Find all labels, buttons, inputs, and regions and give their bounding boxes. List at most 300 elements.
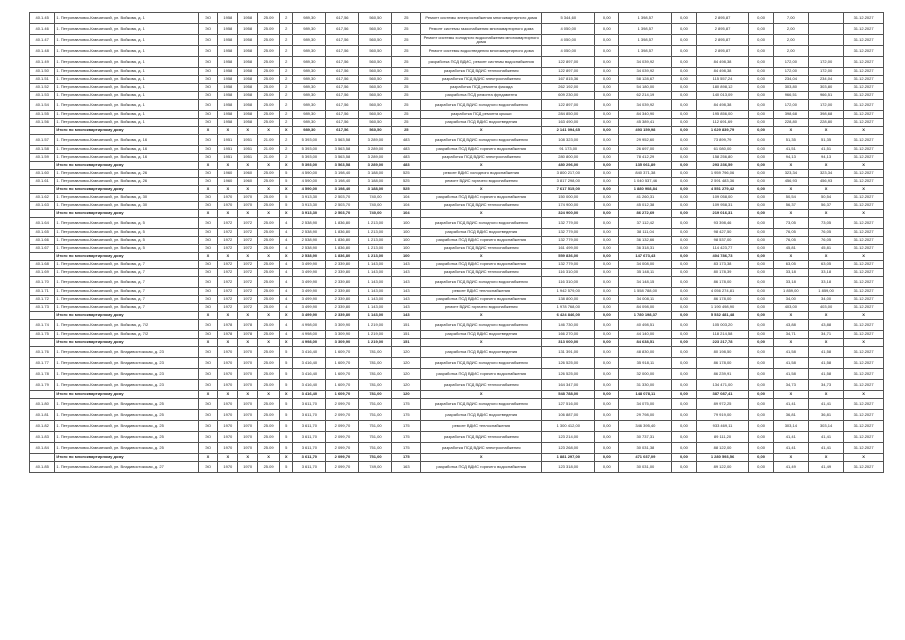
table-row	[30, 218, 884, 229]
cell-year-commissioned: X	[238, 391, 258, 399]
cell-unit-cost: 403,00	[773, 304, 808, 312]
cell-cost-owners: 89 111,20	[696, 432, 749, 443]
cell-cost-owners: 2 895,87	[696, 24, 749, 35]
cell-cost-other: 0,00	[749, 57, 773, 68]
cell-living-area: 3 563,58	[326, 135, 359, 146]
cell-cost-total: 122 897,00	[542, 100, 595, 111]
cell-nonliving-area: 1 213,00	[359, 237, 392, 245]
cell-living-area: 617,56	[326, 35, 359, 46]
cell-year-commissioned: 1958	[238, 13, 258, 24]
cell-residents: 483	[392, 162, 421, 170]
cell-deadline: 31.12.2027	[844, 202, 884, 210]
cell-cost-owners: 114 423,77	[696, 245, 749, 253]
cell-work-type: разработка ПСД ВДИС теплоснабжения	[421, 269, 542, 277]
cell-cost-other: 0,00	[749, 68, 773, 76]
cell-cost-total: 122 897,00	[542, 57, 595, 68]
table-body	[30, 13, 884, 473]
cell-cost-municipal: 0,00	[672, 57, 696, 68]
cell-row-number: 40.1.83	[30, 432, 55, 443]
cell-living-area: 2 339,80	[326, 269, 359, 277]
cell-year-built: 1972	[218, 229, 238, 237]
cell-year-built: 1958	[218, 76, 238, 84]
cell-residents: 175	[392, 421, 421, 432]
cell-work-type: разработка ПСД ВДИС водоотведения	[421, 229, 542, 237]
cell-max-unit-cost: 966,51	[808, 92, 843, 100]
cell-year-commissioned: 1972	[238, 288, 258, 296]
cell-cost-total: 3 817 298,00	[542, 178, 595, 186]
cell-cost-regional: 346 395,40	[619, 421, 672, 432]
cell-cost-owners: 140 013,09	[696, 92, 749, 100]
cell-cost-regional: 84 638,51	[619, 339, 672, 347]
cell-work-type: X	[421, 391, 542, 399]
cell-cost-total: 127 516,00	[542, 399, 595, 410]
cell-living-area: 2 099,70	[326, 432, 359, 443]
cell-cost-federal: 0,00	[595, 443, 619, 454]
cell-cost-total: 3 800 217,00	[542, 170, 595, 178]
cell-cost-federal: 0,00	[595, 331, 619, 339]
cell-cost-total: 609 230,00	[542, 92, 595, 100]
cell-total-area: 3 611,70	[293, 462, 326, 473]
cell-cost-regional: 34 039,92	[619, 57, 672, 68]
cell-address: 1. Петропавловск-Камчатский, ул. Войкова, д. 5	[55, 245, 198, 253]
cell-deadline: 31.12.2027	[844, 84, 884, 92]
cell-max-unit-cost: 43,88	[808, 320, 843, 331]
cell-work-type: X	[421, 210, 542, 218]
cell-floors: 2	[280, 100, 293, 111]
cell-deadline: 31.12.2027	[844, 218, 884, 229]
cell-year-built: 1951	[218, 135, 238, 146]
cell-work-type: разработка ПСД ВДИС горячего водоснабжения	[421, 369, 542, 380]
cell-nonliving-area: 740,00	[359, 210, 392, 218]
cell-cost-regional: 35 148,11	[619, 269, 672, 277]
cell-unit-cost: 303,80	[773, 84, 808, 92]
cell-year-commissioned: X	[238, 210, 258, 218]
cell-unit-cost: 41,58	[773, 369, 808, 380]
cell-row-number	[30, 210, 55, 218]
cell-nonliving-area: 751,00	[359, 421, 392, 432]
cell-address: 1. Петропавловск-Камчатский, ул. Владивостокская, д. 23	[55, 380, 198, 391]
cell-cost-regional: 84 098,00	[619, 304, 672, 312]
cell-floors: 5	[280, 194, 293, 202]
cell-nonliving-area: 1 143,00	[359, 261, 392, 269]
cell-max-unit-cost: X	[808, 210, 843, 218]
cell-cost-regional: 44 140,00	[619, 331, 672, 339]
cell-year-commissioned: 1970	[238, 410, 258, 421]
cell-wall-material: ЭО	[198, 13, 218, 24]
cell-year-commissioned: 1958	[238, 92, 258, 100]
cell-nonliving-area: 751,00	[359, 432, 392, 443]
cell-nonliving-area: 1 143,00	[359, 269, 392, 277]
cell-floors: X	[280, 127, 293, 135]
cell-last-repair-date: 25.09	[258, 170, 280, 178]
cell-living-area: 2 339,80	[326, 296, 359, 304]
cell-wall-material: ЭО	[198, 194, 218, 202]
cell-wall-material: ЭО	[198, 380, 218, 391]
cell-cost-municipal: 0,00	[672, 162, 696, 170]
cell-cost-municipal: 0,00	[672, 100, 696, 111]
cell-wall-material: ЭО	[198, 269, 218, 277]
cell-cost-regional: 30 031,00	[619, 462, 672, 473]
cell-cost-federal: 0,00	[595, 194, 619, 202]
cell-last-repair-date: 25.09	[258, 111, 280, 119]
cell-deadline: X	[844, 391, 884, 399]
cell-nonliving-area: 1 143,00	[359, 312, 392, 320]
cell-deadline: 31.12.2027	[844, 432, 884, 443]
cell-unit-cost: X	[773, 162, 808, 170]
cell-cost-federal: 0,00	[595, 218, 619, 229]
table-row	[30, 229, 884, 237]
cell-cost-owners: 2 895,87	[696, 35, 749, 46]
table-row	[30, 347, 884, 358]
cell-max-unit-cost: 234,04	[808, 76, 843, 84]
cell-floors: 5	[280, 421, 293, 432]
cell-wall-material: ЭО	[198, 202, 218, 210]
cell-year-built: 1958	[218, 13, 238, 24]
cell-unit-cost: 1 859,00	[773, 288, 808, 296]
cell-wall-material: X	[198, 186, 218, 194]
cell-nonliving-area: 560,50	[359, 76, 392, 84]
cell-cost-municipal: 0,00	[672, 135, 696, 146]
cell-total-area: 989,30	[293, 119, 326, 127]
cell-cost-other: 0,00	[749, 339, 773, 347]
cell-total-area: 3 611,70	[293, 421, 326, 432]
cell-year-commissioned: 1951	[238, 135, 258, 146]
cell-residents: 100	[392, 237, 421, 245]
cell-address: 1. Петропавловск-Камчатский, ул. Владивостокская, д. 25	[55, 443, 198, 454]
cell-max-unit-cost: 41,58	[808, 369, 843, 380]
cell-cost-owners: 180 898,12	[696, 84, 749, 92]
table-row	[30, 261, 884, 269]
cell-year-commissioned: 1970	[238, 380, 258, 391]
cell-cost-other: 0,00	[749, 210, 773, 218]
cell-cost-regional: 31 330,00	[619, 380, 672, 391]
cell-year-built: 1970	[218, 443, 238, 454]
cell-max-unit-cost: 303,80	[808, 84, 843, 92]
cell-floors: 4	[280, 331, 293, 339]
cell-total-area: 3 611,70	[293, 399, 326, 410]
cell-work-type: разработка ПСД ВДИС водоотведения	[421, 410, 542, 421]
cell-cost-total: 126 525,00	[542, 369, 595, 380]
cell-address: 1. Петропавловск-Камчатский, ул. Войкова, д. 7	[55, 296, 198, 304]
cell-row-number	[30, 454, 55, 462]
cell-cost-owners: 158 256,80	[696, 154, 749, 162]
cell-floors: 2	[280, 57, 293, 68]
cell-year-built: 1970	[218, 369, 238, 380]
cell-cost-municipal: 0,00	[672, 288, 696, 296]
cell-floors: 4	[280, 277, 293, 288]
cell-cost-owners: 86 178,00	[696, 358, 749, 369]
cell-cost-municipal: 0,00	[672, 304, 696, 312]
cell-last-repair-date: 25.09	[258, 119, 280, 127]
cell-address: 1. Петропавловск-Камчатский, ул. Войкова, д. 7	[55, 288, 198, 296]
cell-living-area: 617,56	[326, 57, 359, 68]
cell-total-area: 989,30	[293, 68, 326, 76]
cell-cost-municipal: 0,00	[672, 347, 696, 358]
cell-floors: X	[280, 210, 293, 218]
total-row	[30, 454, 884, 462]
cell-last-repair-date: 25.09	[258, 229, 280, 237]
cell-residents: 25	[392, 76, 421, 84]
cell-cost-federal: 0,00	[595, 253, 619, 261]
cell-nonliving-area: 1 143,00	[359, 277, 392, 288]
cell-year-built: 1972	[218, 245, 238, 253]
cell-cost-regional: 1 398,57	[619, 35, 672, 46]
cell-residents: 100	[392, 229, 421, 237]
cell-residents: 175	[392, 399, 421, 410]
cell-unit-cost: 7,00	[773, 13, 808, 24]
cell-row-number: 40.1.76	[30, 347, 55, 358]
spreadsheet-page	[29, 12, 884, 473]
cell-total-area: 5 393,00	[293, 135, 326, 146]
cell-cost-owners: 89 122,00	[696, 462, 749, 473]
cell-unit-cost: X	[773, 339, 808, 347]
cell-year-built: 1958	[218, 24, 238, 35]
cell-unit-cost: X	[773, 391, 808, 399]
cell-cost-regional: 34 075,00	[619, 399, 672, 410]
cell-work-type: X	[421, 312, 542, 320]
cell-last-repair-date: 25.09	[258, 331, 280, 339]
cell-cost-federal: 0,00	[595, 35, 619, 46]
cell-row-number: 40.1.66	[30, 237, 55, 245]
cell-address: 1. Петропавловск-Камчатский, ул. Войкова, д. 30	[55, 194, 198, 202]
cell-cost-municipal: 0,00	[672, 261, 696, 269]
cell-max-unit-cost: 63,05	[808, 261, 843, 269]
cell-cost-regional: 36 132,66	[619, 237, 672, 245]
cell-year-built: 1972	[218, 288, 238, 296]
cell-cost-federal: 0,00	[595, 296, 619, 304]
cell-deadline: 31.12.2027	[844, 57, 884, 68]
cell-total-area: 5 393,00	[293, 154, 326, 162]
cell-cost-total: 166 270,00	[542, 331, 595, 339]
cell-cost-owners: 84 498,38	[696, 100, 749, 111]
cell-max-unit-cost: 228,80	[808, 119, 843, 127]
cell-work-type: разработка ПСД ВДИС холодного водоснабжения	[421, 135, 542, 146]
cell-total-area: 989,30	[293, 24, 326, 35]
cell-nonliving-area: 1 219,00	[359, 339, 392, 347]
cell-address: 1. Петропавловск-Камчатский, ул. Войкова, д. 1	[55, 92, 198, 100]
cell-cost-other: 0,00	[749, 24, 773, 35]
cell-nonliving-area: 3 188,00	[359, 186, 392, 194]
cell-cost-federal: 0,00	[595, 277, 619, 288]
cell-work-type: разработка ПСД ВДИС, ремонт системы водоснабжения	[421, 57, 542, 68]
cell-unit-cost: X	[773, 210, 808, 218]
cell-living-area: 3 309,90	[326, 331, 359, 339]
cell-row-number: 40.1.74	[30, 320, 55, 331]
cell-nonliving-area: 3 188,00	[359, 178, 392, 186]
cell-living-area: 617,56	[326, 13, 359, 24]
cell-floors: 2	[280, 13, 293, 24]
cell-floors: 5	[280, 202, 293, 210]
cell-deadline: 31.12.2027	[844, 369, 884, 380]
cell-cost-federal: 0,00	[595, 421, 619, 432]
cell-unit-cost: 228,80	[773, 119, 808, 127]
cell-unit-cost: X	[773, 186, 808, 194]
table-row	[30, 462, 884, 473]
cell-floors: 5	[280, 410, 293, 421]
cell-cost-municipal: 0,00	[672, 84, 696, 92]
cell-living-area: 1 609,70	[326, 380, 359, 391]
cell-work-type: разработка ПСД ВДИС теплоснабжения	[421, 245, 542, 253]
cell-cost-other: 0,00	[749, 146, 773, 154]
cell-living-area: 2 503,70	[326, 210, 359, 218]
cell-cost-other: 0,00	[749, 443, 773, 454]
cell-cost-federal: 0,00	[595, 46, 619, 57]
cell-nonliving-area: 740,00	[359, 194, 392, 202]
cell-cost-total: 284 850,00	[542, 111, 595, 119]
cell-max-unit-cost: 398,68	[808, 111, 843, 119]
cell-year-built: X	[218, 253, 238, 261]
cell-cost-owners: 4 551 279,42	[696, 186, 749, 194]
cell-residents: 104	[392, 210, 421, 218]
cell-cost-owners: 195 856,00	[696, 111, 749, 119]
table-row	[30, 296, 884, 304]
cell-total-area: 3 416,40	[293, 380, 326, 391]
table-row	[30, 443, 884, 454]
cell-address: 1. Петропавловск-Камчатский, ул. Войкова, д. 1	[55, 111, 198, 119]
cell-cost-regional: 35 918,11	[619, 358, 672, 369]
cell-cost-municipal: 0,00	[672, 421, 696, 432]
cell-cost-regional: 30 031,38	[619, 443, 672, 454]
cell-max-unit-cost: 172,00	[808, 68, 843, 76]
cell-cost-municipal: 0,00	[672, 277, 696, 288]
cell-cost-federal: 0,00	[595, 347, 619, 358]
cell-year-commissioned: 1972	[238, 304, 258, 312]
cell-last-repair-date: 25.09	[258, 92, 280, 100]
cell-year-commissioned: 1978	[238, 320, 258, 331]
cell-unit-cost: 41,49	[773, 462, 808, 473]
cell-address: 1. Петропавловск-Камчатский, ул. Войкова, д. 7	[55, 261, 198, 269]
cell-year-built: 1970	[218, 410, 238, 421]
cell-last-repair-date: 25.09	[258, 35, 280, 46]
cell-cost-municipal: 0,00	[672, 237, 696, 245]
cell-total-area: 989,30	[293, 13, 326, 24]
cell-address: Итого по многоквартирному дому	[55, 127, 198, 135]
cell-floors: 2	[280, 35, 293, 46]
cell-floors: 5	[280, 358, 293, 369]
cell-residents: 120	[392, 391, 421, 399]
cell-cost-owners: 5 532 481,48	[696, 312, 749, 320]
cell-floors: 4	[280, 237, 293, 245]
cell-total-area: 5 393,00	[293, 146, 326, 154]
cell-cost-total: 116 310,00	[542, 277, 595, 288]
cell-year-commissioned: 1970	[238, 347, 258, 358]
cell-cost-owners: 84 498,38	[696, 57, 749, 68]
cell-last-repair-date: X	[258, 391, 280, 399]
cell-wall-material: ЭО	[198, 358, 218, 369]
cell-work-type: Ремонт системы холодного водоснабжения многоквартирного дома	[421, 35, 542, 46]
cell-row-number	[30, 253, 55, 261]
table-row	[30, 369, 884, 380]
cell-address: 1. Петропавловск-Камчатский, ул. Владивостокская, д. 25	[55, 399, 198, 410]
cell-cost-federal: 0,00	[595, 84, 619, 92]
cell-living-area: 3 563,58	[326, 162, 359, 170]
cell-residents: 25	[392, 84, 421, 92]
cell-max-unit-cost: 51,35	[808, 135, 843, 146]
cell-year-commissioned: 1958	[238, 84, 258, 92]
cell-cost-total: 132 779,00	[542, 229, 595, 237]
cell-cost-regional: 34 039,92	[619, 100, 672, 111]
cell-wall-material: X	[198, 312, 218, 320]
cell-max-unit-cost: 172,00	[808, 57, 843, 68]
cell-cost-owners: 89 972,25	[696, 399, 749, 410]
cell-wall-material: ЭО	[198, 237, 218, 245]
cell-cost-owners: 134 471,00	[696, 380, 749, 391]
cell-cost-other: 0,00	[749, 100, 773, 111]
cell-deadline: X	[844, 339, 884, 347]
cell-total-area: 3 913,30	[293, 210, 326, 218]
cell-deadline: 31.12.2027	[844, 296, 884, 304]
cell-living-area: 617,56	[326, 46, 359, 57]
cell-year-built: X	[218, 454, 238, 462]
cell-nonliving-area: 1 219,00	[359, 331, 392, 339]
cell-year-built: 1958	[218, 111, 238, 119]
cell-residents: 483	[392, 135, 421, 146]
cell-year-built: 1951	[218, 146, 238, 154]
cell-cost-regional: 38 111,04	[619, 229, 672, 237]
cell-unit-cost: 73,05	[773, 218, 808, 229]
cell-wall-material: ЭО	[198, 84, 218, 92]
cell-cost-municipal: 0,00	[672, 68, 696, 76]
cell-row-number: 40.1.45	[30, 13, 55, 24]
cell-cost-owners: 98 427,50	[696, 229, 749, 237]
cell-cost-municipal: 0,00	[672, 46, 696, 57]
cell-cost-other: 0,00	[749, 13, 773, 24]
cell-cost-other: 0,00	[749, 421, 773, 432]
cell-cost-municipal: 0,00	[672, 154, 696, 162]
cell-row-number: 40.1.65	[30, 229, 55, 237]
cell-cost-municipal: 0,00	[672, 218, 696, 229]
cell-year-commissioned: 1972	[238, 237, 258, 245]
cell-total-area: 3 499,90	[293, 261, 326, 269]
cell-cost-other: 0,00	[749, 111, 773, 119]
cell-residents: 100	[392, 218, 421, 229]
table-row	[30, 358, 884, 369]
cell-cost-owners: 93 398,46	[696, 218, 749, 229]
cell-cost-total: 164 347,00	[542, 380, 595, 391]
cell-living-area: 617,56	[326, 76, 359, 84]
cell-residents: 525	[392, 178, 421, 186]
cell-last-repair-date: 25.09	[258, 347, 280, 358]
cell-address: 1. Петропавловск-Камчатский, ул. Владивостокская, д. 23	[55, 358, 198, 369]
cell-floors: X	[280, 253, 293, 261]
cell-cost-municipal: 0,00	[672, 399, 696, 410]
cell-cost-other: 0,00	[749, 154, 773, 162]
cell-max-unit-cost: 41,41	[808, 432, 843, 443]
cell-last-repair-date: 25.09	[258, 296, 280, 304]
cell-deadline: 31.12.2027	[844, 178, 884, 186]
cell-floors: 5	[280, 369, 293, 380]
cell-work-type: ремонт ВДИС горячего водоснабжения	[421, 304, 542, 312]
cell-work-type: X	[421, 339, 542, 347]
cell-nonliving-area: 781,00	[359, 347, 392, 358]
cell-living-area: 617,56	[326, 68, 359, 76]
cell-unit-cost: 456,93	[773, 178, 808, 186]
cell-deadline: X	[844, 186, 884, 194]
cell-cost-owners: 88 122,00	[696, 443, 749, 454]
cell-cost-owners: 219 016,31	[696, 210, 749, 218]
cell-year-commissioned: 1972	[238, 269, 258, 277]
cell-residents: 151	[392, 331, 421, 339]
cell-residents: 25	[392, 24, 421, 35]
cell-year-built: 1958	[218, 46, 238, 57]
cell-cost-other: 0,00	[749, 194, 773, 202]
cell-cost-other: 0,00	[749, 380, 773, 391]
cell-residents: 525	[392, 170, 421, 178]
cell-cost-total: 163 490,00	[542, 119, 595, 127]
cell-living-area: 3 563,58	[326, 146, 359, 154]
cell-living-area: 1 836,80	[326, 245, 359, 253]
cell-floors: 5	[280, 443, 293, 454]
